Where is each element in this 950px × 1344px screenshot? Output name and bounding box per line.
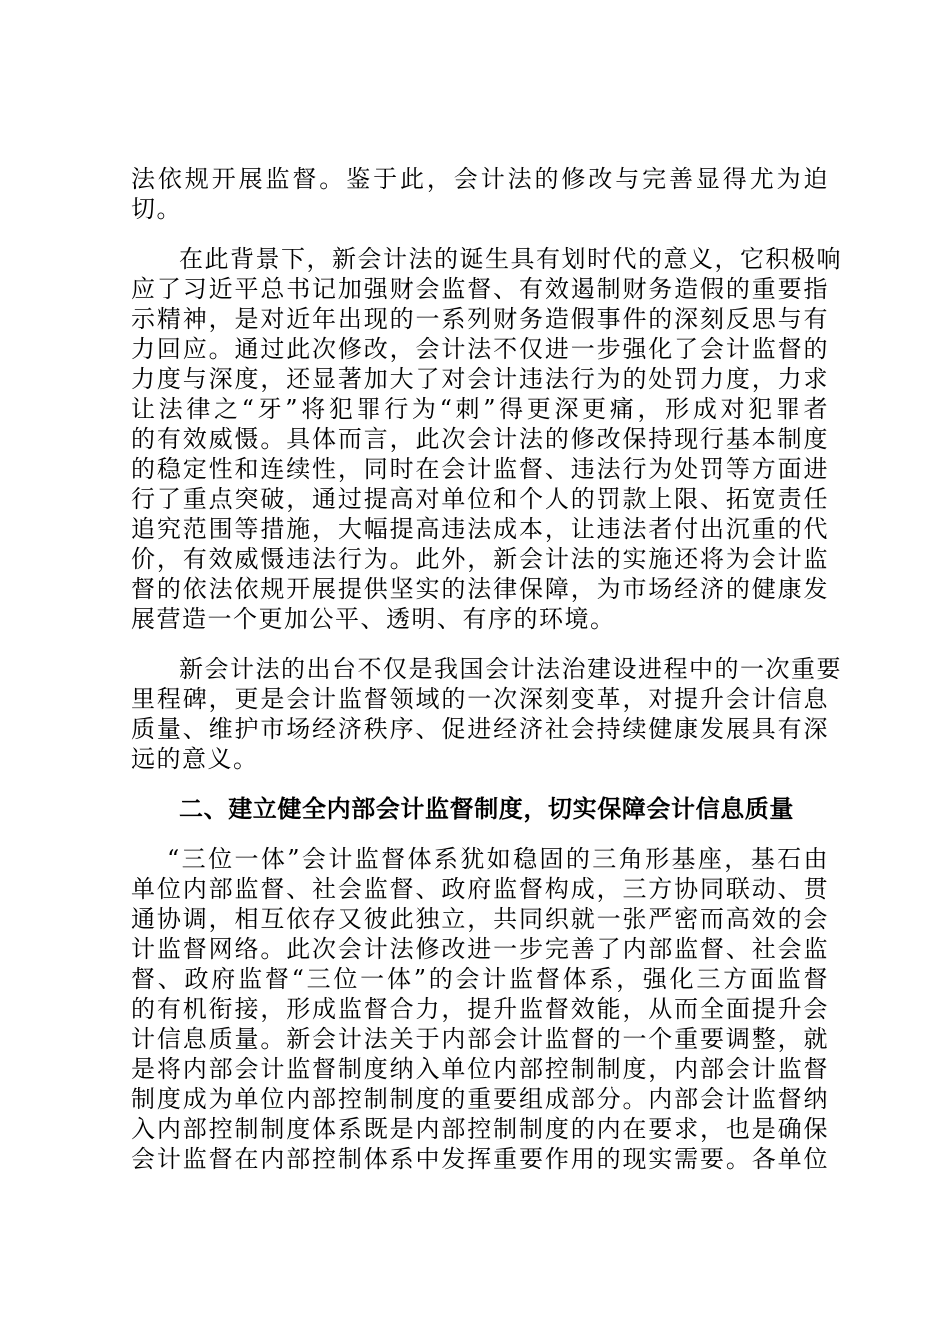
paragraph-background [131,244,842,634]
text-line: 示精神，是对近年出现的一系列财务造假事件的深刻反思与有 [131,305,829,333]
text-line: 计信息质量。新会计法关于内部会计监督的一个重要调整，就 [131,1025,829,1053]
text-line: 是将内部会计监督制度纳入单位内部控制制度，内部会计监督 [131,1055,829,1083]
text-line: 督的依法依规开展提供坚实的法律保障，为市场经济的健康发 [131,575,829,603]
text-line: 通协调，相互依存又彼此独立，共同织就一张严密而高效的会 [131,905,829,933]
section-heading: 二、建立健全内部会计监督制度，切实保障会计信息质量 [179,795,794,823]
text-line: 制度成为单位内部控制制度的重要组成部分。内部会计监督纳 [131,1085,829,1113]
text-line: 法依规开展监督。鉴于此，会计法的修改与完善显得尤为迫 [131,165,829,193]
text-line: 追究范围等措施，大幅提高违法成本，让违法者付出沉重的代 [131,515,829,543]
text-line: 力度与深度，还显著加大了对会计违法行为的处罚力度，力求 [131,365,829,393]
text-line: 价，有效威慑违法行为。此外，新会计法的实施还将为会计监 [131,545,829,573]
text-line: 行了重点突破，通过提高对单位和个人的罚款上限、拓宽责任 [131,485,829,513]
text-line: 应了习近平总书记加强财会监督、有效遏制财务造假的重要指 [131,275,829,303]
text-line: 切。 [131,195,182,223]
text-line: 里程碑，更是会计监督领域的一次深刻变革，对提升会计信息 [131,685,829,713]
text-line: 的有机衔接，形成监督合力，提升监督效能，从而全面提升会 [131,995,829,1023]
text-line: 会计监督在内部控制体系中发挥重要作用的现实需要。各单位 [131,1145,829,1173]
text-line: 展营造一个更加公平、透明、有序的环境。 [131,605,616,633]
paragraph-significance [131,654,842,774]
paragraph-intro-continuation [131,164,829,224]
text-line: “三位一体”会计监督体系犹如稳固的三角形基座，基石由 [167,845,829,873]
text-line: 单位内部监督、社会监督、政府监督构成，三方协同联动、贯 [131,875,829,903]
text-line: 的稳定性和连续性，同时在会计监督、违法行为处罚等方面进 [131,455,829,483]
text-line: 在此背景下，新会计法的诞生具有划时代的意义，它积极响 [179,245,842,273]
text-line: 计监督网络。此次会计法修改进一步完善了内部监督、社会监 [131,935,829,963]
paragraph-three-in-one [131,844,829,1174]
text-line: 新会计法的出台不仅是我国会计法治建设进程中的一次重要 [179,655,842,683]
text-line: 质量、维护市场经济秩序、促进经济社会持续健康发展具有深 [131,715,829,743]
text-line: 的有效威慑。具体而言，此次会计法的修改保持现行基本制度 [131,425,829,453]
text-line: 入内部控制制度体系既是内部控制制度的内在要求，也是确保 [131,1115,829,1143]
text-line: 让法律之“牙”将犯罪行为“刺”得更深更痛，形成对犯罪者 [131,395,829,423]
text-line: 力回应。通过此次修改，会计法不仅进一步强化了会计监督的 [131,335,829,363]
text-line: 督、政府监督“三位一体”的会计监督体系，强化三方面监督 [131,965,829,993]
document-page [131,164,842,1194]
text-line: 远的意义。 [131,745,259,773]
